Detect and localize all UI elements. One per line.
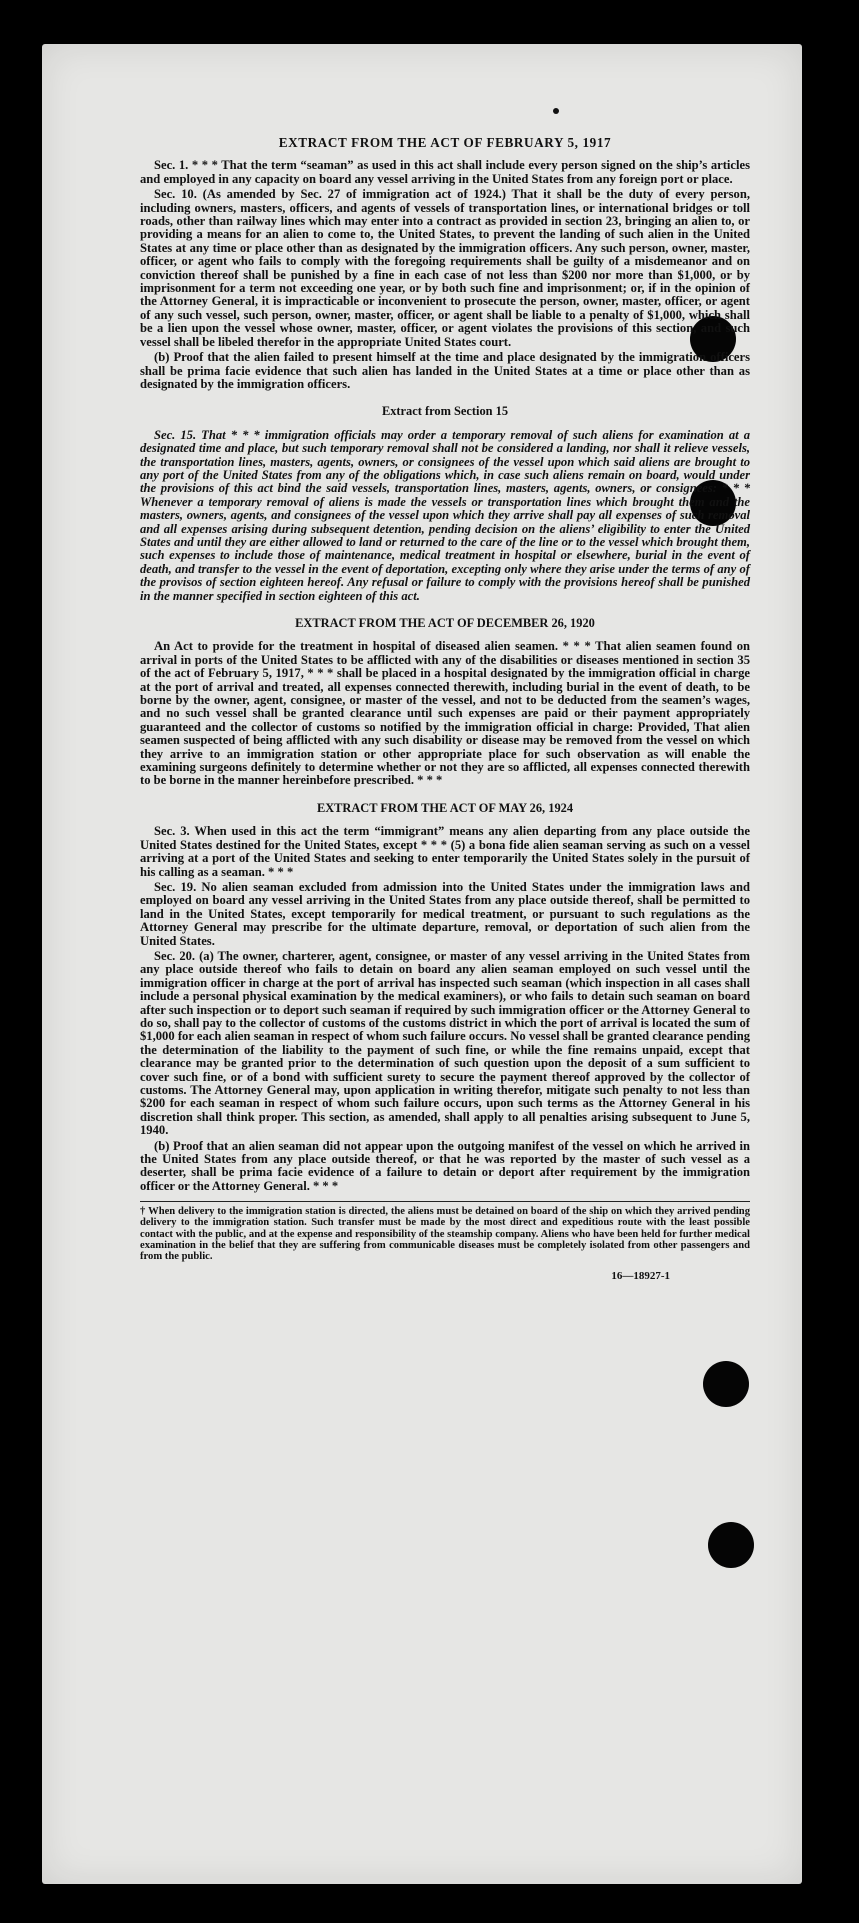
subheading-section-15: Extract from Section 15 xyxy=(381,404,509,419)
punch-hole xyxy=(708,1522,754,1568)
section-15: Sec. 15. That * * * immigration officials may order a temporary removal of such aliens for examination at a designated time and place, but such temporary removal shall not be considered a landing, nor shall it relieve vessels, the transportation lines, masters, agents, owners, or consignees of the vessel upon which said aliens are brought to any port of the United States from any of the obligations which, in case such aliens remain on board, would under the provisions of this act bind the said vessels, transportation lines, masters, agents, owners, or consignees: * * * Whenever a temporary removal of aliens is made the vessels or transportation lines which brought them and the masters, owners, agents, and consignees of the vessel upon which they arrive shall pay all expenses of such removal and all expenses arising during subsequent detention, pending decision on the aliens’ eligibility to enter the United States and until they are either allowed to land or returned to the care of the line or to the vessel which brought them, such expenses to include those of maintenance, medical treatment in hospital or elsewhere, burial in the event of death, and transfer to the vessel in the event of deportation, excepting only where they arise under the terms of any of the provisos of section eighteen hereof. Any refusal or failure to comply with the provisions hereof shall be punished in the manner specified in section eighteen of this act. xyxy=(140,427,750,603)
section-1: Sec. 1. * * * That the term “seaman” as used in this act shall include every person signed on the ship’s articles and employed in any capacity on board any vessel arriving in the United States from any foreign port or place. xyxy=(140,158,750,186)
heading-act-1924: EXTRACT FROM THE ACT OF MAY 26, 1924 xyxy=(316,800,574,815)
act-1920-text: An Act to provide for the treatment in hospital of diseased alien seamen. * * * That alien seamen found on arrival in ports of the United States to be afflicted with any of the disabilities or diseases mentioned in section 35 of the act of February 5, 1917, * * * shall be placed in a hospital designated by the immigration official in charge at the port of arrival and treated, all expenses connected therewith, including burial in the event of death, to be borne by the owner, agent, consignee, or master of the vessel, and not to be deducted from the seamen’s wages, and no such vessel shall be granted clearance until such expenses are paid or their payment appropriately guaranteed and the collector of customs so notified by the immigration official in charge: Provided, That alien seamen suspected of being afflicted with any such disability or disease may be removed from the vessel on which they arrive to an immigration station or other appropriate place for such observation as will enable the examining surgeons definitely to determine whether or not they are so afflicted, all expenses connected therewith to be borne in the manner hereinbefore prescribed. * * * xyxy=(140,639,750,788)
section-10-b: (b) Proof that the alien failed to present himself at the time and place designated by the immigration officers shall be prima facie evidence that such alien has landed in the United States at a time or place other than as designated by the immigration officers. xyxy=(140,350,750,391)
footnote: † When delivery to the immigration station is directed, the aliens must be detained on board of the ship on which they arrived pending delivery to the immigration station. Such transfer must be made by the most direct and expeditious route with the least possible contact with the public, and at the expense and responsibility of the steamship company. Aliens who have been held for further medical examination in the belief that they are suffering from communicable diseases must be completely isolated from other passengers and from the public. xyxy=(140,1201,750,1262)
section-10: Sec. 10. (As amended by Sec. 27 of immigration act of 1924.) That it shall be the duty of every person, including owners, masters, officers, and agents of vessels of transportation lines, or international bridges or toll roads, other than railway lines which may enter into a contract as provided in section 23, bringing an alien to, or providing a means for an alien to come to, the United States, to prevent the landing of such alien in the United States at any time or place other than as designated by the immigration officers. Any such person, owner, master, officer, or agent who fails to comply with the foregoing requirements shall be guilty of a misdemeanor and on conviction thereof shall be punished by a fine in each case of not less than $200 nor more than $1,000, or by imprisonment for a term not exceeding one year, or by both such fine and imprisonment; or, if in the opinion of the Attorney General, it is impracticable or inconvenient to prosecute the person, owner, master, officer, or agent of any such vessel, such person, owner, master, officer, or agent shall be liable to a penalty of $1,000, which shall be a lien upon the vessel whose owner, master, officer, or agent violates the provisions of this section, and such vessel shall be libeled therefor in the appropriate United States court. xyxy=(140,187,750,349)
punch-hole xyxy=(703,1361,749,1407)
section-3: Sec. 3. When used in this act the term “immigrant” means any alien departing from any place outside the United States destined for the United States, except * * * (5) a bona fide alien seaman serving as such on a vessel arriving at a port of the United States and seeking to enter temporarily the United States solely in the pursuit of his calling as a seaman. * * * xyxy=(140,824,750,879)
section-20-b: (b) Proof that an alien seaman did not appear upon the outgoing manifest of the vessel on which he arrived in the United States from any place outside thereof, or that he was reported by the master of such vessel as a deserter, shall be prima facie evidence of a failure to detain or deport after requirement by the immigration officer or the Attorney General. * * * xyxy=(140,1138,750,1193)
section-19: Sec. 19. No alien seaman excluded from admission into the United States under the immigration laws and employed on board any vessel arriving in the United States from any place outside thereof, shall be permitted to land in the United States, except temporarily for medical treatment, or pursuant to such regulations as the Attorney General may prescribe for the ultimate departure, removal, or deportation of such alien from the United States. xyxy=(140,879,750,948)
form-number: 16—18927-1 xyxy=(611,1270,670,1283)
section-20: Sec. 20. (a) The owner, charterer, agent, consignee, or master of any vessel arriving in the United States from any place outside thereof who fails to detain on board any alien seaman employed on such vessel until the immigration officer in charge at the port of arrival has inspected such seaman (which inspection in all cases shall include a personal physical examination by the medical examiners), or who fails to detain such seaman on board after such inspection or to deport such seaman if required by such immigration officer or the Attorney General to do so, shall pay to the collector of customs of the customs district in which the port of arrival is located the sum of $1,000 for each alien seaman in respect of whom such failure occurs. No vessel shall be granted clearance pending the determination of the liability to the payment of such fine, or while the fine remains unpaid, except that clearance may be granted prior to the determination of such question upon the deposit of a sum sufficient to cover such fine, or of a bond with sufficient surety to secure the payment thereof approved by the collector of customs. The Attorney General may, upon application in writing therefor, mitigate such penalty to not less than $200 for each seaman in respect of whom such failure occurs, upon such terms as the Attorney General in his discretion shall think proper. This section, as amended, shall apply to all penalties arising subsequent to June 5, 1940. xyxy=(140,948,750,1138)
ink-speck xyxy=(553,108,559,114)
heading-act-1920: EXTRACT FROM THE ACT OF DECEMBER 26, 1920 xyxy=(295,616,595,630)
heading-act-1917: EXTRACT FROM THE ACT OF FEBRUARY 5, 1917 xyxy=(278,135,612,150)
document-body xyxy=(140,136,750,1284)
